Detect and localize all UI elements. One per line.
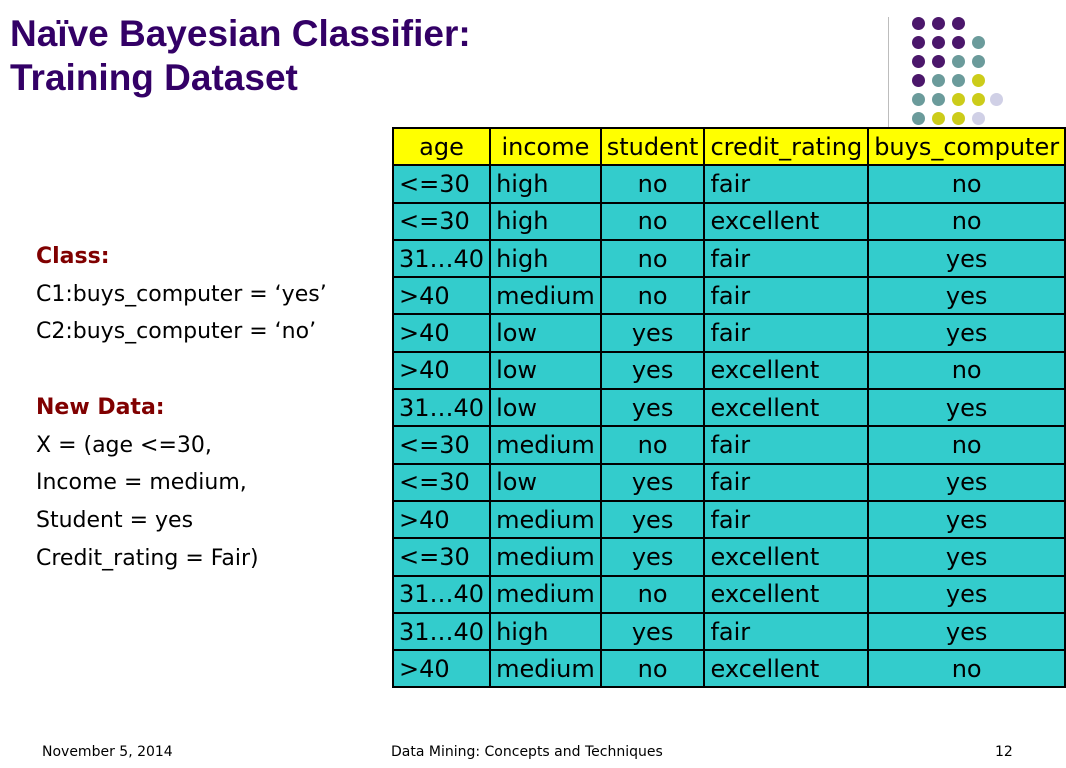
cell-buys-computer: yes [868, 538, 1065, 575]
table-row [393, 314, 1065, 351]
class-c1-text: C1:buys_computer = ‘yes’ [36, 281, 327, 307]
slide-title-line-2: Training Dataset [10, 57, 298, 98]
table-row [393, 389, 1065, 426]
decorative-divider [888, 17, 889, 127]
decorative-dot [952, 36, 965, 49]
table-row [393, 203, 1065, 240]
footer-date: November 5, 2014 [42, 744, 173, 760]
cell-age: <=30 [393, 426, 490, 463]
footer-page-number: 12 [995, 744, 1013, 760]
table-row [393, 277, 1065, 314]
decorative-dot [912, 74, 925, 87]
cell-buys-computer: yes [868, 314, 1065, 351]
cell-student: no [601, 650, 705, 687]
cell-buys-computer: yes [868, 389, 1065, 426]
cell-income: low [490, 352, 601, 389]
table-row [393, 165, 1065, 202]
cell-income: low [490, 464, 601, 501]
decorative-dot [932, 17, 945, 30]
cell-student: yes [601, 389, 705, 426]
cell-student: yes [601, 613, 705, 650]
slide-title-line-1: Naïve Bayesian Classifier: [10, 13, 471, 54]
table-row [393, 426, 1065, 463]
cell-credit-rating: excellent [704, 203, 868, 240]
header-credit-rating: credit_rating [704, 128, 868, 165]
cell-credit-rating: fair [704, 464, 868, 501]
cell-credit-rating: excellent [704, 650, 868, 687]
cell-student: yes [601, 538, 705, 575]
cell-buys-computer: no [868, 203, 1065, 240]
decorative-dot [952, 55, 965, 68]
cell-student: no [601, 576, 705, 613]
slide-title [10, 12, 471, 100]
cell-age: <=30 [393, 464, 490, 501]
decorative-dot [912, 112, 925, 125]
decorative-dot [972, 55, 985, 68]
footer-course-title: Data Mining: Concepts and Techniques [391, 744, 663, 760]
table-row [393, 576, 1065, 613]
cell-income: medium [490, 501, 601, 538]
decorative-dot [912, 17, 925, 30]
cell-student: yes [601, 464, 705, 501]
cell-income: high [490, 165, 601, 202]
decorative-dot [912, 55, 925, 68]
cell-credit-rating: excellent [704, 389, 868, 426]
cell-age: >40 [393, 352, 490, 389]
cell-buys-computer: no [868, 426, 1065, 463]
decorative-dot [990, 93, 1003, 106]
cell-age: 31…40 [393, 613, 490, 650]
cell-buys-computer: yes [868, 576, 1065, 613]
decorative-dot [932, 55, 945, 68]
cell-buys-computer: yes [868, 501, 1065, 538]
new-data-line-2: Income = medium, [36, 470, 247, 496]
cell-buys-computer: no [868, 352, 1065, 389]
cell-credit-rating: fair [704, 165, 868, 202]
table-row [393, 613, 1065, 650]
cell-credit-rating: excellent [704, 352, 868, 389]
class-heading: Class: [36, 244, 110, 269]
decorative-dot [932, 112, 945, 125]
cell-buys-computer: yes [868, 464, 1065, 501]
decorative-dot [952, 112, 965, 125]
cell-buys-computer: yes [868, 613, 1065, 650]
cell-age: 31…40 [393, 576, 490, 613]
header-age: age [393, 128, 490, 165]
new-data-heading: New Data: [36, 394, 165, 420]
decorative-dot [932, 36, 945, 49]
cell-credit-rating: fair [704, 613, 868, 650]
cell-income: low [490, 389, 601, 426]
decorative-dot [912, 93, 925, 106]
table-row [393, 538, 1065, 575]
cell-income: high [490, 240, 601, 277]
cell-student: yes [601, 314, 705, 351]
table-row [393, 352, 1065, 389]
table-row [393, 650, 1065, 687]
new-data-line-1: X = (age <=30, [36, 432, 212, 458]
cell-credit-rating: fair [704, 240, 868, 277]
cell-credit-rating: fair [704, 277, 868, 314]
cell-student: yes [601, 352, 705, 389]
cell-age: >40 [393, 277, 490, 314]
decorative-dot [952, 93, 965, 106]
cell-age: >40 [393, 650, 490, 687]
cell-credit-rating: fair [704, 426, 868, 463]
new-data-line-3: Student = yes [36, 507, 194, 533]
cell-student: no [601, 203, 705, 240]
cell-age: 31…40 [393, 389, 490, 426]
cell-age: >40 [393, 314, 490, 351]
table-row [393, 501, 1065, 538]
cell-student: yes [601, 501, 705, 538]
cell-credit-rating: excellent [704, 538, 868, 575]
decorative-dot [932, 74, 945, 87]
cell-age: <=30 [393, 538, 490, 575]
header-buys-computer: buys_computer [868, 128, 1065, 165]
decorative-dot [972, 36, 985, 49]
class-and-new-data-panel [36, 238, 327, 577]
cell-income: high [490, 613, 601, 650]
decorative-dot [912, 36, 925, 49]
cell-age: >40 [393, 501, 490, 538]
table-body [393, 165, 1065, 687]
decorative-dot [972, 93, 985, 106]
class-c2-text: C2:buys_computer = ‘no’ [36, 319, 317, 345]
cell-buys-computer: yes [868, 277, 1065, 314]
header-student: student [601, 128, 705, 165]
cell-student: no [601, 240, 705, 277]
decorative-dot [932, 93, 945, 106]
table-row [393, 240, 1065, 277]
cell-age: <=30 [393, 203, 490, 240]
cell-income: medium [490, 277, 601, 314]
decorative-dot [972, 74, 985, 87]
spacer [36, 351, 327, 389]
cell-income: high [490, 203, 601, 240]
cell-buys-computer: yes [868, 240, 1065, 277]
cell-income: medium [490, 426, 601, 463]
cell-income: medium [490, 576, 601, 613]
cell-age: <=30 [393, 165, 490, 202]
header-income: income [490, 128, 601, 165]
table-header-row [393, 128, 1065, 165]
cell-student: no [601, 277, 705, 314]
cell-credit-rating: excellent [704, 576, 868, 613]
cell-buys-computer: no [868, 165, 1065, 202]
cell-income: medium [490, 538, 601, 575]
cell-buys-computer: no [868, 650, 1065, 687]
cell-income: medium [490, 650, 601, 687]
cell-age: 31…40 [393, 240, 490, 277]
cell-income: low [490, 314, 601, 351]
cell-student: no [601, 426, 705, 463]
decorative-dot [952, 17, 965, 30]
training-dataset-table [392, 127, 1066, 688]
decorative-dot [952, 74, 965, 87]
cell-credit-rating: fair [704, 501, 868, 538]
table-row [393, 464, 1065, 501]
decorative-dot [972, 112, 985, 125]
cell-student: no [601, 165, 705, 202]
new-data-line-4: Credit_rating = Fair) [36, 545, 259, 571]
cell-credit-rating: fair [704, 314, 868, 351]
